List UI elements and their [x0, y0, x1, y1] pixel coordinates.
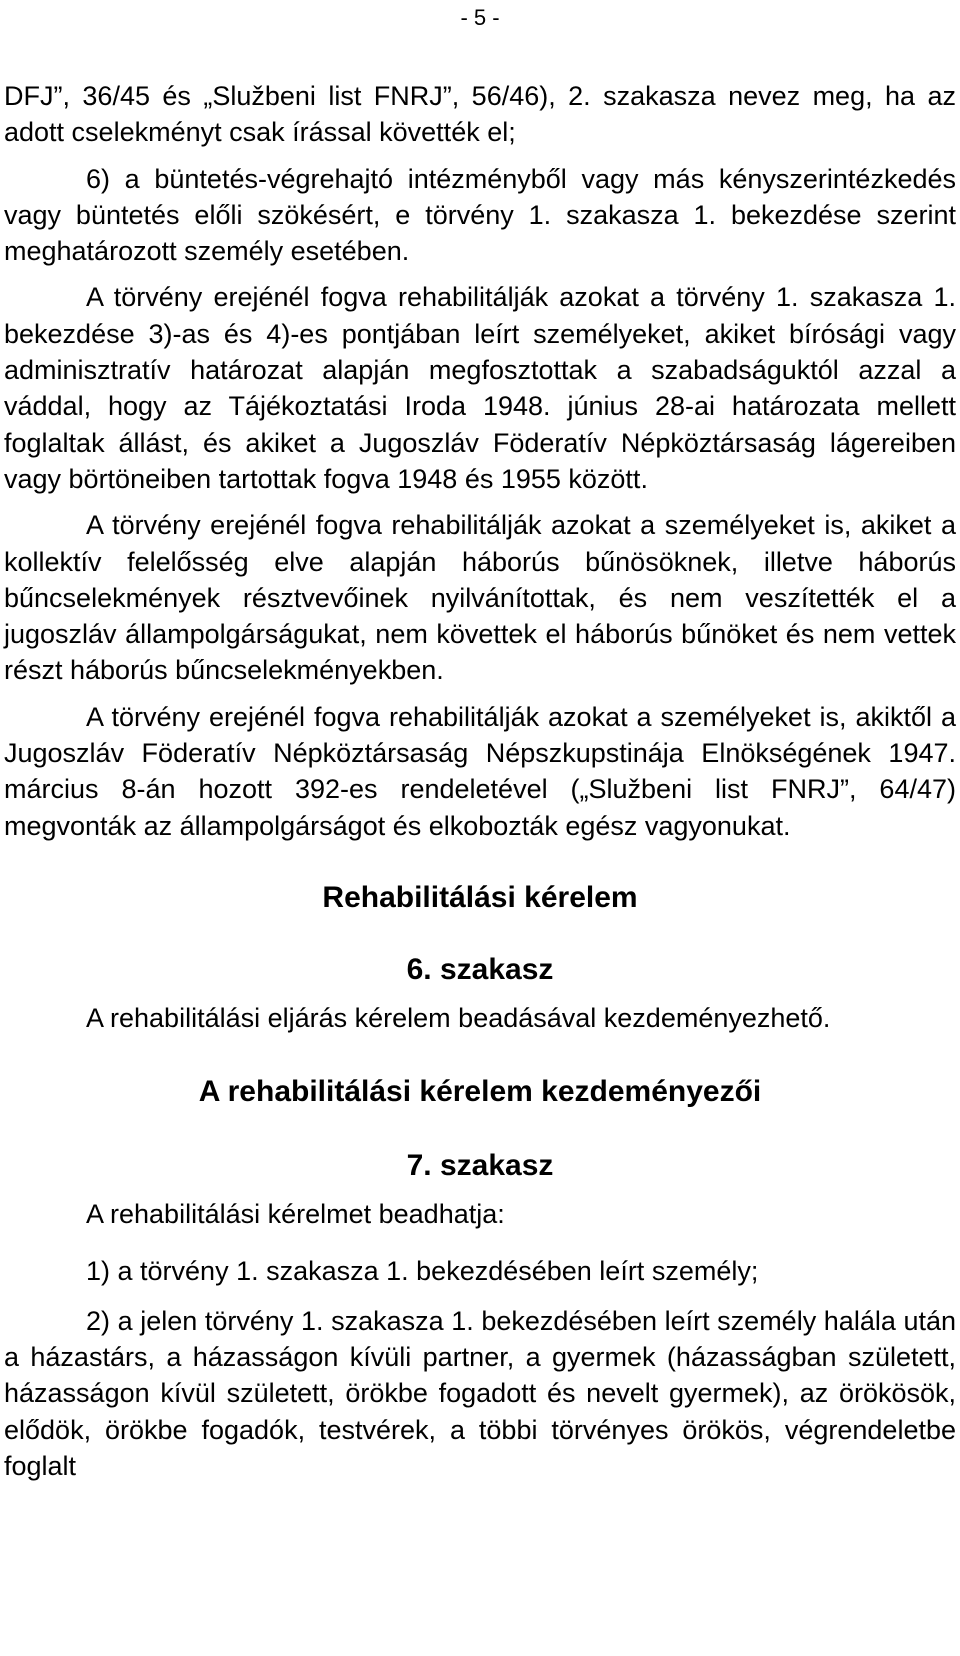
section7-list-item: 1) a törvény 1. szakasza 1. bekezdésében leírt személy;	[86, 1255, 759, 1286]
section-number-7: 7. szakasz	[406, 1149, 554, 1183]
paragraph-item-6: 6) a büntetés-végrehajtó intézményből vagy más kényszerintézkedés vagy büntetés előli szökésért, e törvény 1. szakasza 1. bekezdése szerint meghatározott személy esetében.	[4, 163, 956, 267]
page-number: - 5 -	[460, 5, 500, 30]
paragraph-rehabilitation-collective-guilt: A törvény erejénél fogva rehabilitálják azokat a személyeket is, akiket a kollektív felelősség elve alapján háborús bűnösöknek, illetve háborús bűncselekmények résztvevőinek nyilvánítottak, és nem veszítették el a jugoszláv állampolgárságukat, nem követtek el háborús bűnöket és nem vettek részt háborús bűncselekményekben.	[4, 510, 956, 686]
section-heading-rehabilitation-request: Rehabilitálási kérelem	[322, 880, 638, 914]
document-body	[4, 78, 956, 1484]
paragraph-rehabilitation-1948: A törvény erejénél fogva rehabilitálják azokat a törvény 1. szakasza 1. bekezdése 3)-as és 4)-es pontjában leírt személyeket, akiket bírósági vagy adminisztratív határozat alapján megfosztottak a szabadságuktól azzal a váddal, hogy az Tájékoztatási Iroda 1948. június 28-ai határozata mellett foglaltak állást, és akiket a Jugoszláv Föderatív Népköztársaság lágereiben vagy börtöneiben tartottak fogva 1948 és 1955 között.	[4, 282, 956, 494]
section6-text: A rehabilitálási eljárás kérelem beadásával kezdeményezhető.	[86, 1002, 831, 1033]
section-number-6: 6. szakasz	[406, 952, 554, 986]
section-heading-initiators: A rehabilitálási kérelem kezdeményezői	[198, 1075, 762, 1109]
paragraph-rehabilitation-citizenship: A törvény erejénél fogva rehabilitálják azokat a személyeket is, akiktől a Jugoszláv Föderatív Népköztársaság Népszkupstinája Elnökségének 1947. március 8-án hozott 392-es rendeletével („Službeni list FNRJ”, 64/47) megvonták az állampolgárságot és elkobozták egész vagyonukat.	[4, 701, 956, 841]
paragraph-continuation: DFJ”, 36/45 és „Službeni list FNRJ”, 56/46), 2. szakasza nevez meg, ha az adott cselekményt csak írással követték el;	[4, 81, 956, 148]
section7-intro: A rehabilitálási kérelmet beadhatja:	[86, 1199, 505, 1230]
section7-list-item: 2) a jelen törvény 1. szakasza 1. bekezdésében leírt személy halála után a házastárs, a házasságon kívüli partner, a gyermek (házasságban született, házasságon kívül született, örökbe fogadott és nevelt gyermek), az örökösök, elődök, örökbe fogadók, testvérek, a többi törvényes örökös, végrendeletbe foglalt	[4, 1305, 956, 1482]
